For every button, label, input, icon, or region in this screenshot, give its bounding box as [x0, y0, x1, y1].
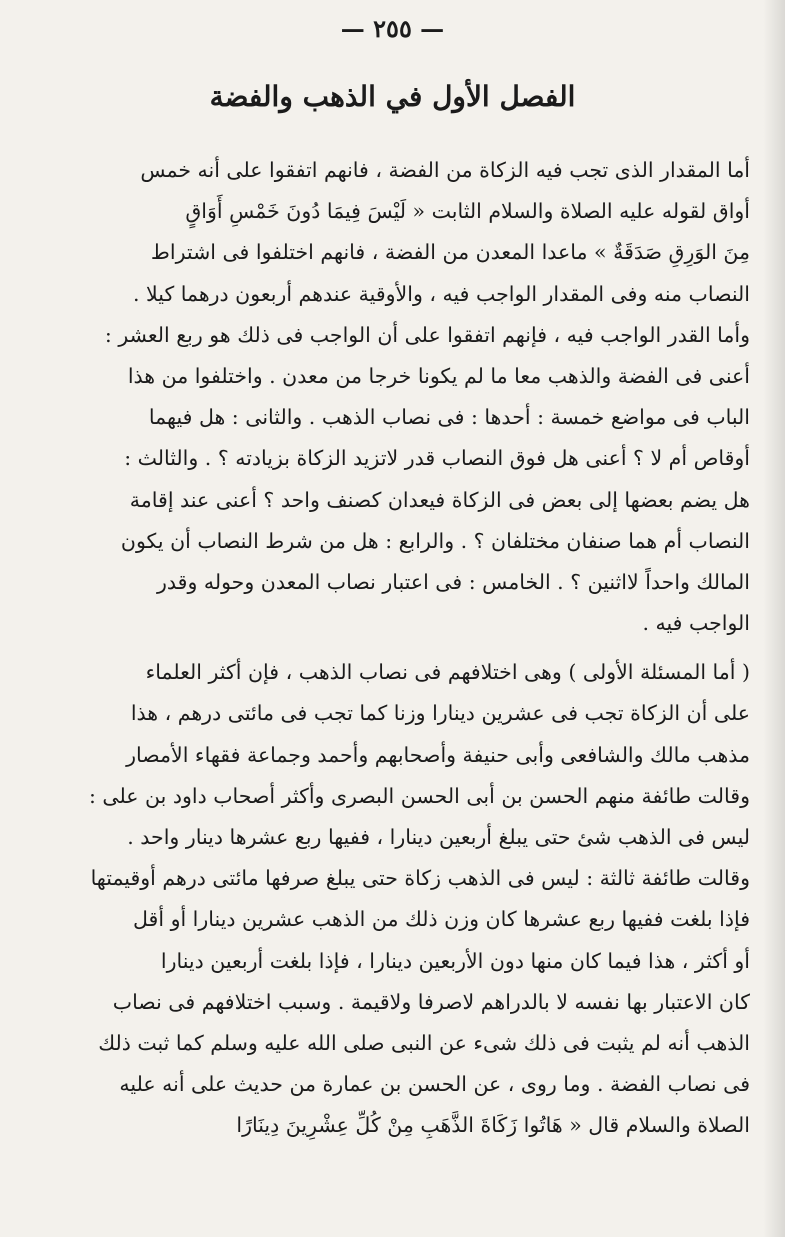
text-line: وقالت طائفة منهم الحسن بن أبى الحسن البصرى وأكثر أصحاب داود بن على :: [88, 783, 750, 808]
text-line: أو أكثر ، هذا فيما كان منها دون الأربعين دينارا ، فإذا بلغت أربعين دينارا: [160, 948, 750, 973]
text-line: فإذا بلغت ففيها ربع عشرها كان وزن ذلك من الذهب عشرين دينارا أو أقل: [133, 907, 750, 932]
text-line: أواق لقوله عليه الصلاة والسلام الثابت « لَيْسَ فِيمَا دُونَ خَمْسِ أَوَاقٍ: [185, 199, 750, 224]
paragraph-gap: [38, 644, 750, 652]
text-line: مذهب مالك والشافعى وأبى حنيفة وأصحابهم وأحمد وجماعة فقهاء الأمصار: [126, 742, 750, 767]
text-line: وأما القدر الواجب فيه ، فإنهم اتفقوا على أن الواجب فى ذلك هو ربع العشر :: [104, 322, 750, 347]
text-line: كان الاعتبار بها نفسه لا بالدراهم لاصرفا ولاقيمة . وسبب اختلافهم فى نصاب: [112, 989, 750, 1014]
text-line: الواجب فيه .: [642, 611, 750, 636]
text-line: ليس فى الذهب شئ حتى يبلغ أربعين دينارا ، ففيها ربع عشرها دينار واحد .: [127, 825, 750, 849]
text-line: الذهب أنه لم يثبت فى ذلك شىء عن النبى صلى الله عليه وسلم كما ثبت ذلك: [98, 1030, 750, 1055]
text-line: مِنَ الوَرِقِ صَدَقَةٌ » ماعدا المعدن من الفضة ، فانهم اختلفوا فى اشتراط: [150, 240, 750, 265]
text-line: الصلاة والسلام قال « هَاتُوا زَكَاةَ الذَّهَبِ مِنْ كُلِّ عِشْرِينَ دِينَارًا: [236, 1113, 750, 1138]
text-line: المالك واحداً لااثنين ؟ . الخامس : فى اعتبار نصاب المعدن وحوله وقدر: [156, 569, 750, 594]
text-line: أوقاص أم لا ؟ أعنى هل فوق النصاب قدر لاتزيد الزكاة بزيادته ؟ . والثالث :: [124, 446, 750, 471]
text-line: الباب فى مواضع خمسة : أحدها : فى نصاب الذهب . والثانى : هل فيهما: [148, 405, 750, 430]
body-text: [38, 150, 750, 1147]
text-line: أعنى فى الفضة والذهب معا ما لم يكونا خرجا من معدن . واختلفوا من هذا: [127, 363, 750, 388]
text-line: أما المقدار الذى تجب فيه الزكاة من الفضة ، فانهم اتفقوا على أنه خمس: [140, 158, 750, 182]
page-number: — ٢٥٥ —: [340, 14, 445, 43]
page-edge-shadow: [763, 0, 785, 1237]
text-line: على أن الزكاة تجب فى عشرين دينارا وزنا كما تجب فى مائتى درهم ، هذا: [130, 701, 750, 726]
text-line: فى نصاب الفضة . وما روى ، عن الحسن بن عمارة من حديث على أنه عليه: [119, 1072, 750, 1097]
text-line: النصاب منه وفى المقدار الواجب فيه ، والأوقية عندهم أربعون درهما كيلا .: [133, 281, 750, 306]
text-line: وقالت طائفة ثالثة : ليس فى الذهب زكاة حتى يبلغ صرفها مائتى درهم أوقيمتها: [90, 866, 750, 891]
text-line: ( أما المسئلة الأولى ) وهى اختلافهم فى نصاب الذهب ، فإن أكثر العلماء: [145, 660, 750, 685]
text-line: هل يضم بعضها إلى بعض فى الزكاة فيعدان كصنف واحد ؟ أعنى عند إقامة: [129, 487, 750, 512]
chapter-heading: الفصل الأول في الذهب والفضة: [209, 80, 576, 113]
text-line: النصاب أم هما صنفان مختلفان ؟ . والرابع : هل من شرط النصاب أن يكون: [120, 528, 750, 553]
